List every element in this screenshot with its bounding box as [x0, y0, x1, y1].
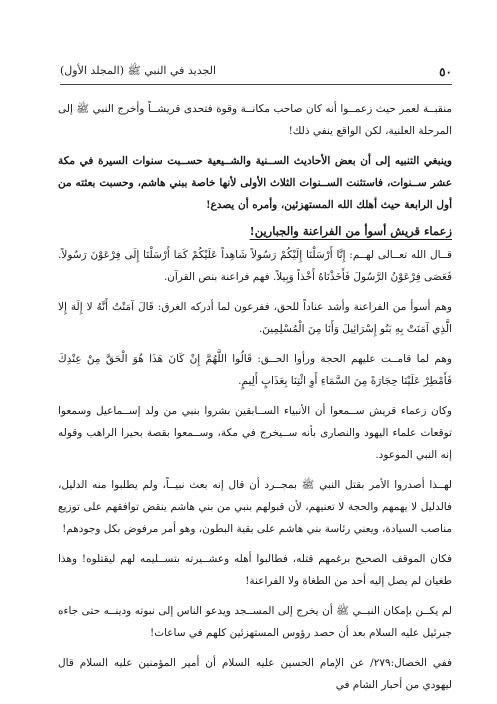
section-heading: زعماء قريش أسوأ من الفراعنة والجبارين!: [249, 224, 452, 238]
paragraph: قــال الله تعــالى لهــم: إِنَّا أَرْسَلْنَا إِلَيْكُمْ رَسُولاً شَاهِداً عَلَيْكُمْ كَمَا أَرْسَلْنَا إِلَى فِرْعَوْنَ رَسُولاً. فَعَصَى فِرْعَوْنُ الرَّسُولَ فَأَخَذْنَاهُ أَخْذاً وَبِيلاً. فهم فراعنة بنص القرآن.: [58, 249, 452, 283]
paragraph: لم يكــن بإمكان النبــي ﷺ أن يخرج إلى المســجد ويدعو الناس إلى نبوته ودينــه حتى جاءه جبرئيل عليه السلام بعد أن حصد رؤوس المستهزئين كلهم في ساعات!: [58, 605, 452, 639]
running-head: [60, 62, 452, 82]
paragraph: وينبغي التنبيه إلى أن بعض الأحاديث الســنية والشــيعية حســبت سنوات السيرة في مكة عشر ســنوات، فاستثنت الســنوات الثلاث الأولى لأنها خاصة ببني هاشم، وحسبت بعثته من أول الرابعة حيث أهلك الله المستهزئين، وأمره أن يصدع!: [58, 155, 452, 211]
paragraph: وكان زعماء قريش ســمعوا أن الأنبياء الســابقين بشروا بنبي من ولد إســماعيل وسمعوا توقعات علماء اليهود والنصارى بأنه ســيخرج في مكة، وســمعوا بقصة بحيرا الراهب وقوله إنه النبي الموعود.: [58, 405, 452, 461]
paragraph: وهم أسوأ من الفراعنة وأشد عناداً للحق، ففرعون لما أدركه الغرق: قَالَ آمَنْتُ أَنَّهُ لا إِلَهَ إِلا الَّذِي آمَنَتْ بِهِ بَنُو إِسْرَائِيلَ وَأَنَا مِنَ الْمُسْلِمِينَ.: [58, 301, 452, 335]
paragraph: ففي الخصال:٢٧٩/ عن الإمام الحسين عليه السلام أن أمير المؤمنين عليه السلام قال ليهودي من أحبار الشام في: [58, 657, 452, 691]
paragraph: فكان الموقف الصحيح برغمهم قتله، فطالبوا أهله وعشــيرته بتســليمه لهم ليقتلوه! وهذا طغيان لم يصل إليه أحد من الطغاة ولا الفراعنة!: [58, 553, 452, 587]
page-number: ٥٠: [439, 65, 452, 79]
paragraph: وهم لما قامــت عليهم الحجة ورأوا الحــق: قَالُوا اللَّهُمَّ إِنْ كَانَ هَذَا هُوَ الْحَقَّ مِنْ عِنْدِكَ فَأَمْطِرْ عَلَيْنَا حِجَارَةً مِنَ السَّمَاءِ أَوِ ائْتِنَا بِعَذَابٍ أَلِيمٍ.: [58, 353, 452, 387]
paragraph: منقبــة لعمر حيث زعمــوا أنه كان صاحب مكانــة وقوة فتحدى قريشــاً وأخرج النبي ﷺ إلى المرحلة العلنية، لكن الواقع ينفي ذلك!: [58, 103, 452, 137]
paragraph: لهــذا أصدروا الأمر بقتل النبي ﷺ بمجــرد أن قال إنه بعث نبيــاً، ولم يطلبوا منه الدليل، فالدليل لا يهمهم والحجة لا تعنيهم، لأن قبولهم بنبي من بني هاشم ينقض توافقهم على توزيع مناصب السيادة، ويعني رئاسة بني هاشم على بقية البطون، وهو أمر مرفوض بكل وجودهم!: [58, 479, 452, 535]
page-body: [58, 98, 452, 704]
book-title: الجديد في النبي ﷺ (المجلد الأول): [60, 64, 217, 77]
header-divider: [60, 84, 452, 85]
